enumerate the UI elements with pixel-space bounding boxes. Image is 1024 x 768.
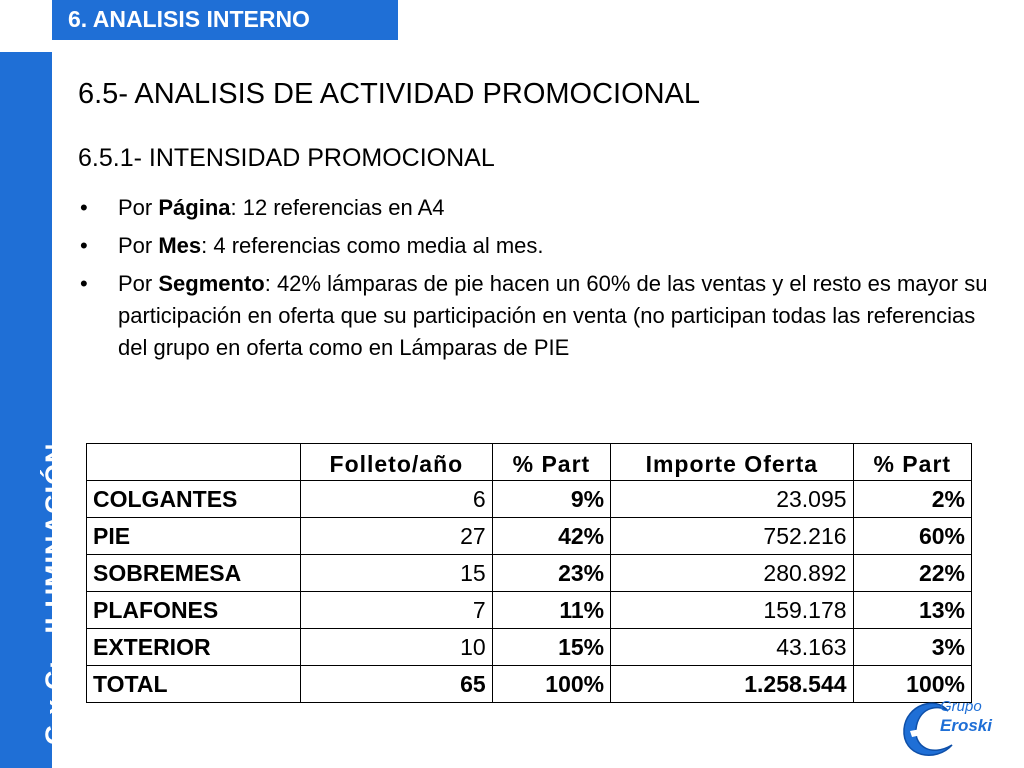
column-header: % Part: [492, 444, 610, 481]
segment-name: EXTERIOR: [87, 629, 301, 666]
bullet-text: : 12 referencias en A4: [230, 195, 445, 220]
side-label-prefix: G x C:: [40, 659, 70, 745]
offer-share: 100%: [853, 666, 971, 703]
segment-name: PIE: [87, 518, 301, 555]
table-total-row: [87, 666, 972, 703]
offer-share: 3%: [853, 629, 971, 666]
column-header: [87, 444, 301, 481]
segment-name: TOTAL: [87, 666, 301, 703]
brochure-count: 10: [301, 629, 493, 666]
offer-share: 22%: [853, 555, 971, 592]
column-header: % Part: [853, 444, 971, 481]
offer-amount: 23.095: [611, 481, 853, 518]
brochure-count: 65: [301, 666, 493, 703]
header-bar: [52, 0, 398, 40]
grupo-eroski-logo: [896, 685, 1016, 765]
bullet-item: [80, 230, 990, 262]
offer-share: 60%: [853, 518, 971, 555]
brochure-share: 9%: [492, 481, 610, 518]
table-header-row: [87, 444, 972, 481]
logo-line2: Eroski: [940, 716, 992, 735]
side-label: [40, 443, 71, 746]
offer-amount: 752.216: [611, 518, 853, 555]
table-row: [87, 555, 972, 592]
brochure-count: 15: [301, 555, 493, 592]
table-row: [87, 481, 972, 518]
brochure-share: 11%: [492, 592, 610, 629]
side-label-category: ILUMINACIÓN: [40, 442, 70, 634]
column-header: Folleto/año: [301, 444, 493, 481]
brochure-count: 27: [301, 518, 493, 555]
bullet-prefix: Por: [118, 195, 159, 220]
brochure-share: 15%: [492, 629, 610, 666]
brochure-count: 7: [301, 592, 493, 629]
bullet-prefix: Por: [118, 271, 159, 296]
bullet-list: [80, 192, 990, 370]
brochure-count: 6: [301, 481, 493, 518]
page-heading: 6.5- ANALISIS DE ACTIVIDAD PROMOCIONAL: [78, 78, 701, 110]
logo-line1: Grupo: [940, 698, 982, 715]
column-header: Importe Oferta: [611, 444, 853, 481]
bullet-item: [80, 192, 990, 224]
offer-amount: 43.163: [611, 629, 853, 666]
segment-name: SOBREMESA: [87, 555, 301, 592]
promotion-table: [86, 443, 972, 703]
bullet-text: : 4 referencias como media al mes.: [201, 233, 544, 258]
page-subheading: 6.5.1- INTENSIDAD PROMOCIONAL: [78, 144, 495, 172]
bullet-symbol: •: [80, 195, 88, 220]
bullet-prefix: Por: [118, 233, 159, 258]
table-row: [87, 518, 972, 555]
offer-amount: 280.892: [611, 555, 853, 592]
offer-share: 13%: [853, 592, 971, 629]
offer-amount: 1.258.544: [611, 666, 853, 703]
bullet-keyword: Mes: [158, 233, 202, 258]
brochure-share: 100%: [492, 666, 610, 703]
section-title: 6. ANALISIS INTERNO: [68, 6, 310, 32]
segment-name: COLGANTES: [87, 481, 301, 518]
offer-share: 2%: [853, 481, 971, 518]
bullet-symbol: •: [80, 233, 88, 258]
brochure-share: 23%: [492, 555, 610, 592]
bullet-symbol: •: [80, 271, 88, 296]
bullet-item: [80, 268, 990, 364]
bullet-keyword: Segmento: [158, 271, 265, 296]
bullet-text: : 42% lámparas de pie hacen un 60% de las ventas y el resto es mayor su participación en oferta que su participación en venta (no participan todas las referencias del grupo en oferta como en Lámparas de PIE: [118, 271, 988, 360]
offer-amount: 159.178: [611, 592, 853, 629]
table-row: [87, 592, 972, 629]
brochure-share: 42%: [492, 518, 610, 555]
bullet-keyword: Página: [158, 195, 231, 220]
table-row: [87, 629, 972, 666]
segment-name: PLAFONES: [87, 592, 301, 629]
